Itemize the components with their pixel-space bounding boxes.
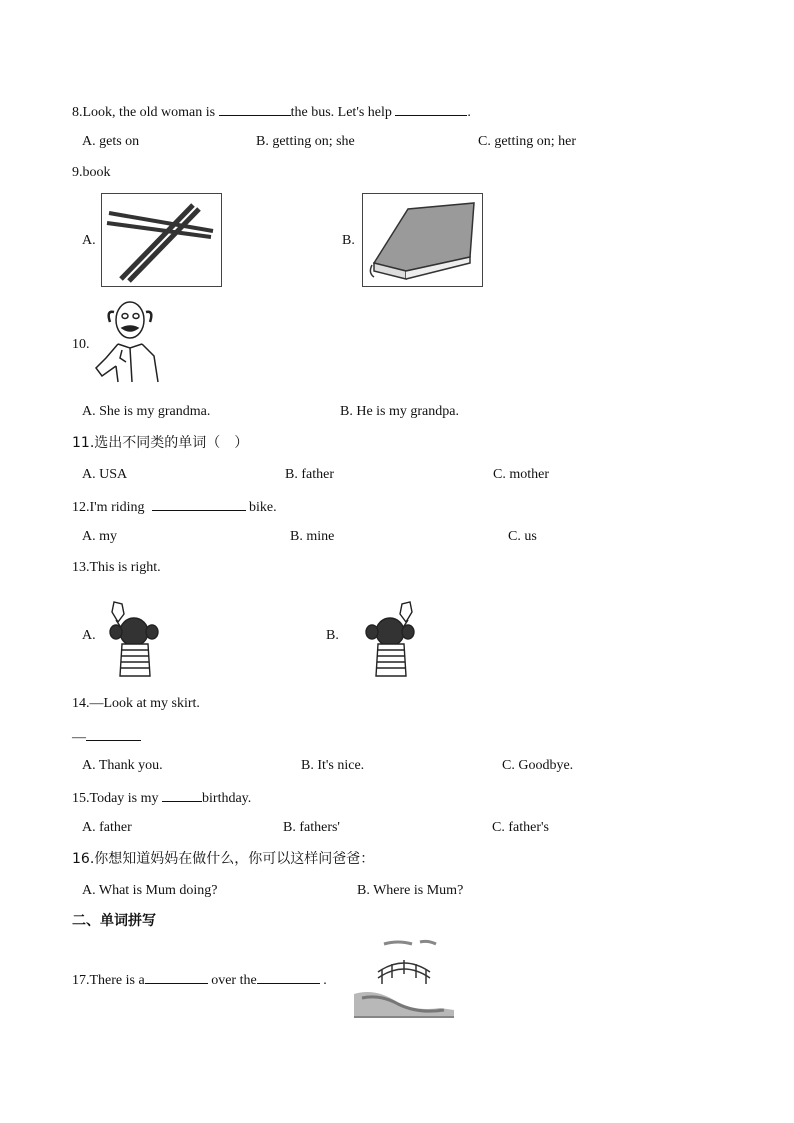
q12-stem (72, 497, 277, 517)
q14-stem: 14.—Look at my skirt. (72, 696, 200, 711)
q17-stem-text: 17.There is a (72, 973, 145, 988)
q17-blank-1[interactable] (145, 970, 208, 984)
q14-dash: — (72, 730, 86, 745)
chopsticks-picture (101, 193, 222, 287)
q17-blank-2[interactable] (257, 970, 320, 984)
q8-blank-1[interactable] (219, 102, 291, 116)
q8-blank-2[interactable] (395, 102, 467, 116)
q17-stem-end: . (319, 973, 327, 988)
grandpa-picture (92, 298, 164, 386)
q11-stem: 11.选出不同类的单词（ ） (72, 435, 249, 451)
girl-right-hand-picture (104, 598, 166, 680)
q15-blank[interactable] (162, 788, 202, 802)
q13-stem: 13.This is right. (72, 560, 161, 575)
book-picture (362, 193, 483, 287)
q12-option-c[interactable]: C. us (508, 529, 537, 544)
q15-option-a[interactable]: A. father (82, 820, 132, 835)
q11-option-a[interactable]: A. USA (82, 467, 128, 482)
q14-reply (72, 727, 141, 747)
q14-option-a[interactable]: A. Thank you. (82, 758, 163, 773)
q8-option-b[interactable]: B. getting on; she (256, 134, 355, 149)
q9-option-b[interactable]: B. (342, 233, 355, 248)
q16-option-a[interactable]: A. What is Mum doing? (82, 883, 218, 898)
q16-stem: 16.你想知道妈妈在做什么，你可以这样问爸爸： (72, 851, 375, 867)
q8-stem-end: . (467, 105, 471, 120)
q8-stem (72, 102, 471, 122)
q12-option-a[interactable]: A. my (82, 529, 117, 544)
q14-blank[interactable] (86, 727, 141, 741)
q15-stem-text: 15.Today is my (72, 791, 163, 806)
section-2-heading: 二、单词拼写 (72, 913, 156, 929)
q8-option-a[interactable]: A. gets on (82, 134, 140, 149)
q12-option-b[interactable]: B. mine (290, 529, 335, 544)
girl-left-hand-picture (358, 598, 424, 680)
q15-stem (72, 788, 251, 808)
q8-option-c[interactable]: C. getting on; her (478, 134, 576, 149)
q17-stem-text-2: over the (207, 973, 257, 988)
q14-option-b[interactable]: B. It's nice. (301, 758, 365, 773)
q13-option-a[interactable]: A. (82, 628, 96, 643)
q12-stem-end: bike. (245, 500, 277, 515)
q16-option-b[interactable]: B. Where is Mum? (357, 883, 464, 898)
q11-option-b[interactable]: B. father (285, 467, 334, 482)
q12-blank[interactable] (152, 497, 246, 511)
q14-option-c[interactable]: C. Goodbye. (502, 758, 574, 773)
q10-option-a[interactable]: A. She is my grandma. (82, 404, 211, 419)
q15-stem-end: birthday. (202, 791, 252, 806)
q8-stem-text: 8.Look, the old woman is (72, 105, 219, 120)
q17-stem (72, 970, 327, 990)
bridge-picture (354, 938, 454, 1018)
q13-option-b[interactable]: B. (326, 628, 339, 643)
q10-option-b[interactable]: B. He is my grandpa. (340, 404, 459, 419)
q15-option-c[interactable]: C. father's (492, 820, 549, 835)
q8-stem-text-2: the bus. Let's help (290, 105, 396, 120)
q15-option-b[interactable]: B. fathers' (283, 820, 340, 835)
q10-stem: 10. (72, 337, 90, 352)
q11-option-c[interactable]: C. mother (493, 467, 549, 482)
q9-option-a[interactable]: A. (82, 233, 96, 248)
q9-stem: 9.book (72, 165, 111, 180)
q12-stem-text: 12.I'm riding (72, 500, 149, 515)
